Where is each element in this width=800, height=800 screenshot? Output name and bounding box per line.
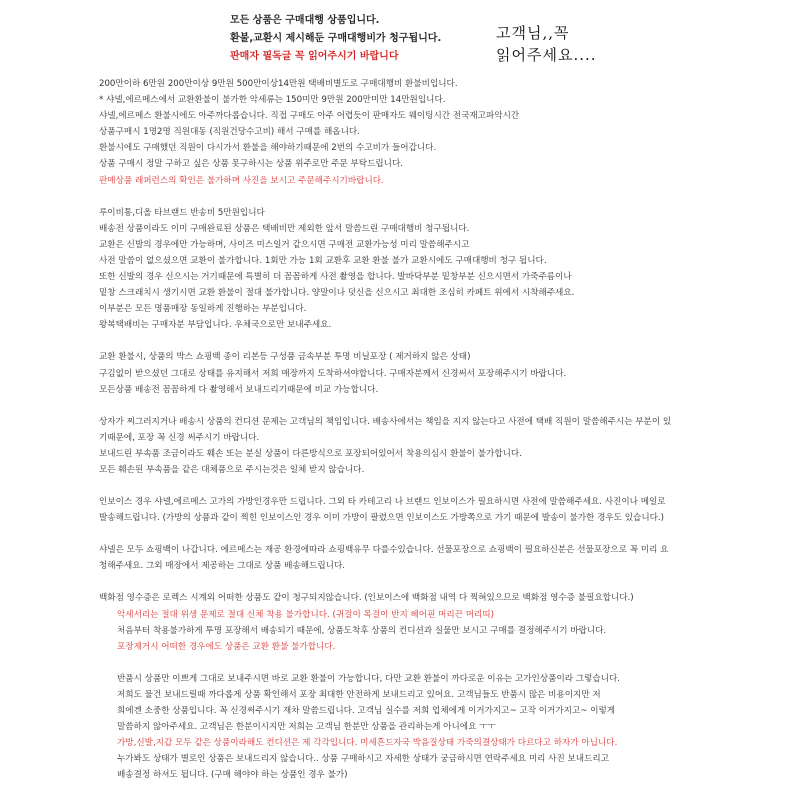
return-line: 반품시 상품만 이쁘게 그대로 보내주시면 바로 교환 환불이 가능합니다, 다만 교환 환불이 까다로운 이유는 고가인상품이라 그렇습니다. bbox=[117, 673, 621, 684]
policy-line: 상자가 찌그러지거나 배송시 상품의 컨디션 문제는 고객님의 책임입니다. 배송사에서는 책임을 지지 않는다고 사전에 택배 직원이 말씀해주시는 부분이 있 bbox=[99, 416, 672, 427]
paragraph-gap bbox=[99, 333, 739, 349]
return-section bbox=[99, 671, 739, 784]
packaging-warning-line: 포장제거시 어떠한 경우에도 상품은 교환 환불 불가합니다. bbox=[117, 641, 336, 652]
policy-line: 상품구매시 1명2명 직원대동 (직원건당수고비) 해서 구매를 해옵니다. bbox=[99, 127, 360, 138]
policy-warning-line: 판매상품 레퍼런스의 확인은 불가하며 사진을 보시고 주문해주시기바랍니다. bbox=[99, 175, 384, 186]
policy-line: 이부분은 모든 명품매장 동일하게 진행하는 부분입니다. bbox=[99, 304, 307, 315]
policy-section bbox=[99, 76, 739, 189]
header-warning: 판매자 필독글 꼭 읽어주시기 바랍니다 bbox=[230, 51, 399, 62]
final-section bbox=[99, 590, 739, 654]
policy-line: 또한 신발의 경우 신으시는 거기때문에 특별히 더 꼼꼼하게 사전 촬영을 합니다. 발바닥부분 밑창부분 신으시면서 가죽주름이나 bbox=[99, 272, 572, 283]
policy-line: 상품 구매시 정말 구하고 싶은 상품 못구하시는 상품 위주로만 주문 부탁드립니다. bbox=[99, 159, 404, 170]
policy-line: 사전 말씀이 없으셨으면 교환이 불가합니다. 1회만 가능 1회 교환후 교환 환불 불가 교환시에도 구매대행비 청구 됩니다. bbox=[99, 255, 547, 266]
policy-body bbox=[99, 76, 739, 783]
return-line: 말씀하지 않아주세요. 고객님은 한분이시지만 저희는 고객님 한분만 상품을 관리하는게 아니에요 ㅜㅜ bbox=[117, 722, 496, 733]
return-line: 저희도 물건 보내드릴때 까다롭게 상품 확인해서 포장 최대한 안전하게 보내드리고 있어요. 고객님들도 반품시 많은 비용이지만 저 bbox=[117, 689, 601, 700]
packaging-line: 처음부터 착용불가하게 투명 포장해서 배송되기 때문에, 상품도착후 상품의 컨디션과 실물만 보시고 구매를 결정해주시기 바랍니다. bbox=[117, 625, 607, 636]
policy-line: 교환은 신발의 경우에만 가능하며, 사이즈 미스일거 같으시면 구매전 교환가능성 미리 말씀해주시고 bbox=[99, 239, 470, 250]
policy-section bbox=[99, 349, 739, 397]
policy-line: 루이비통,디올 타브랜드 반송비 5만원입니다 bbox=[99, 207, 265, 218]
policy-section bbox=[99, 205, 739, 334]
handwritten-line-1: 고객님,,꼭 bbox=[496, 24, 570, 42]
receipt-line: 백화점 영수증은 로렉스 시계외 어떠한 상품도 같이 청구되지않습니다. (인보이스에 백화점 내역 다 찍혀있으므로 백화점 영수증 불필요합니다.) bbox=[99, 593, 634, 604]
paragraph-gap bbox=[99, 398, 739, 414]
paragraph-gap bbox=[99, 574, 739, 590]
policy-line: 모든상품 배송전 꼼꼼하게 다 촬영해서 보내드리기때문에 비교 가능합니다. bbox=[99, 384, 379, 395]
policy-line: 교환 환불시, 상품의 박스 쇼핑백 종이 리본등 구성품 금속부분 투명 비닐포장 ( 제거하지 않은 상태) bbox=[99, 352, 471, 363]
policy-line: 청해주세요. 그외 매장에서 제공하는 그대로 상품 배송해드립니다. bbox=[99, 561, 345, 572]
policy-line: 밑창 스크래치시 생기시면 교환 환불이 절대 불가합니다. 양말이나 덧신을 신으시고 최대한 조심히 카페트 위에서 시착해주세요. bbox=[99, 288, 575, 299]
policy-line: 환불시에도 구매했던 직원이 다시가서 환불을 해야하기때문에 2번의 수고비가 들어갑니다. bbox=[99, 143, 437, 154]
paragraph-gap bbox=[99, 526, 739, 542]
closing-line: 배송결정 하셔도 됩니다. (구매 해야야 하는 상품인 경우 불가) bbox=[117, 770, 348, 781]
policy-section bbox=[99, 414, 739, 478]
policy-line: 기때문에, 포장 꼭 신경 써주시기 바랍니다. bbox=[99, 432, 260, 443]
paragraph-gap bbox=[99, 478, 739, 494]
policy-line: 샤넬,에르메스 환불시에도 아주까다롭습니다. 직접 구매도 아주 어렵듯이 판매자도 웨이팅시간 전국재고파악시간 bbox=[99, 111, 520, 122]
policy-section bbox=[99, 542, 739, 574]
paragraph-gap bbox=[99, 189, 739, 205]
policy-line: 보내드린 부속품 조금이라도 훼손 또는 분실 상품이 다른방식으로 포장되어있어서 착용의심시 환불이 불가합니다. bbox=[99, 448, 522, 459]
handwritten-note bbox=[496, 22, 597, 66]
return-line: 희에겐 소중한 상품입니다. 꼭 신경써주시기 재차 말씀드립니다. 고객님 실수를 저희 업체에게 이거가지고~ 고작 이거가지고~ 이렇게 bbox=[117, 706, 616, 716]
policy-line: 샤넬은 모두 쇼핑백이 나갑니다. 에르메스는 재공 환경에따라 쇼핑백유무 다를수있습니다. 선물포장으로 쇼핑백이 필요하신분은 선물포장으로 꼭 미리 요 bbox=[99, 545, 669, 556]
accessory-warning-line: 악세서리는 절대 위생 문제로 절대 신체 착용 불가합니다. (귀걸이 목걸이 반지 헤어핀 머리끈 머리띠) bbox=[117, 609, 495, 620]
header-line-2: 환불,교환시 제시해둔 구매대행비가 청구됩니다. bbox=[230, 33, 442, 44]
notice-header bbox=[230, 12, 490, 66]
policy-line: 왕복택배비는 구매자분 부담입니다. 우체국으로만 보내주세요. bbox=[99, 320, 332, 331]
policy-line: 배송전 상품이라도 이미 구매완료된 상품은 택배비만 제외한 앞서 말씀드린 구매대행비 청구됩니다. bbox=[99, 223, 470, 234]
handwritten-line-2: 읽어주세요.... bbox=[496, 46, 597, 64]
policy-line: 인보이스 경우 샤넬,에르메스 고가의 가방인경우만 드립니다. 그외 타 카테고리 나 브랜드 인보이스가 필요하시면 사전에 말씀해주세요. 사진이나 메일로 bbox=[99, 497, 666, 508]
policy-line: 발송해드립니다. (가방의 상품과 같이 찍힌 인보이스인 경우 이미 가방이 팔렸으면 인보이스도 가방쪽으로 가기 때문에 발송이 불가한 경우도 있습니다.) bbox=[99, 513, 665, 524]
condition-warning-line: 가방,신발,지갑 모두 같은 상품이라해도 컨디션은 제 각각입니다. 미세흔드자국 박음질상태 가죽의결상태가 다르다고 하자가 아닙니다. bbox=[117, 738, 618, 749]
paragraph-gap bbox=[99, 655, 739, 671]
policy-line: * 샤넬,에르메스에서 교환환불이 불가한 악세류는 150미만 9만원 200만미만 14만원입니다. bbox=[99, 95, 446, 106]
closing-line: 누가봐도 상태가 별로인 상품은 보내드리지 않습니다.. 상품 구매하시고 자세한 상태가 궁금하시면 연락주세요 미리 사진 보내드리고 bbox=[117, 754, 609, 765]
policy-line: 200만이하 6만원 200만이상 9만원 500만이상14만원 택배비별도로 구매대행비 환불비입니다. bbox=[99, 79, 458, 89]
policy-line: 모든 훼손된 부속품을 같은 대체품으로 주시는것은 일체 받지 않습니다. bbox=[99, 464, 365, 475]
header-line-1: 모든 상품은 구매대행 상품입니다. bbox=[230, 15, 380, 26]
policy-section bbox=[99, 494, 739, 526]
policy-line: 구김없이 받으셨던 그대로 상태를 유지해서 저희 매장까지 도착하셔야합니다. 구매자분께서 신경써서 포장해주시기 바랍니다. bbox=[99, 368, 567, 379]
